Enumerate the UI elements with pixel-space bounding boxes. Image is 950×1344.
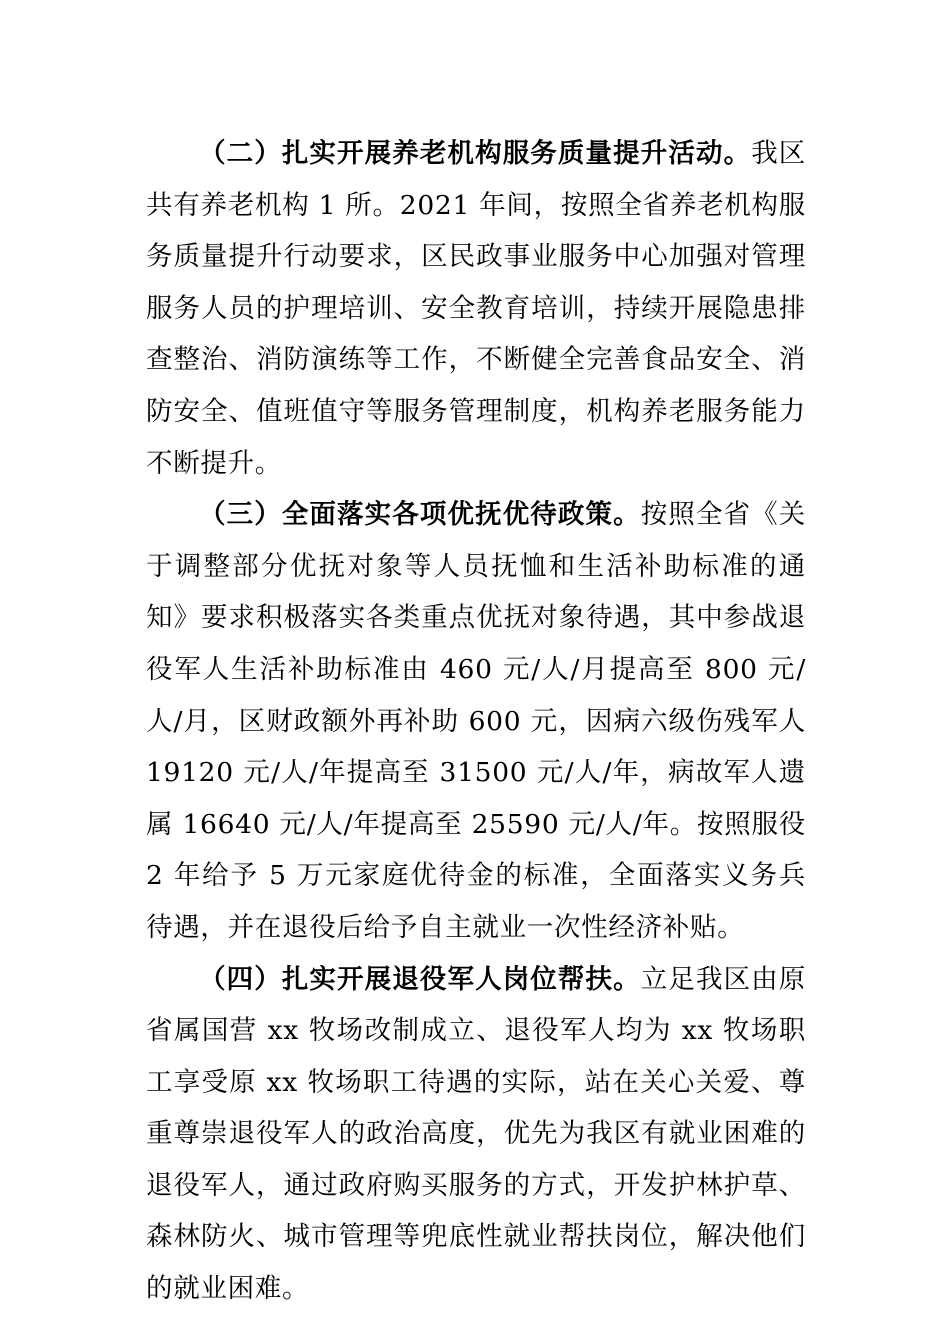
paragraph-heading: （三）全面落实各项优抚优待政策。 xyxy=(199,499,641,531)
paragraph-heading: （二）扎实开展养老机构服务质量提升活动。 xyxy=(199,138,752,169)
paragraph-heading: （四）扎实开展退役军人岗位帮扶。 xyxy=(199,963,641,995)
paragraph-preferential-policies xyxy=(146,489,806,953)
paragraph-text: 按照全省《关于调整部分优抚对象等人员抚恤和生活补助标准的通知》要求积极落实各类重点优抚对象待遇，其中参战退役军人生活补助标准由 460 元/人/月提高至 800 元/人/月，区财政额外再补助 600 元，因病六级伤残军人 19120 元/人/年提高至 31500 元/人/年，病故军人遗属 16640 元/人/年提高至 25590 元/人/年。按照服役 2 年给予 5 万元家庭优待金的标准，全面落实义务兵待遇，并在退役后给予自主就业一次性经济补贴。 xyxy=(146,499,806,943)
paragraph-text: 我区共有养老机构 1 所。2021 年间，按照全省养老机构服务质量提升行动要求，区民政事业服务中心加强对管理服务人员的护理培训、安全教育培训，持续开展隐患排查整治、消防演练等工作，不断健全完善食品安全、消防安全、值班值守等服务管理制度，机构养老服务能力不断提升。 xyxy=(146,138,806,479)
document-body xyxy=(146,128,806,1315)
paragraph-elderly-care-quality xyxy=(146,128,806,489)
paragraph-veteran-job-support xyxy=(146,954,806,1315)
paragraph-text: 立足我区由原省属国营 xx 牧场改制成立、退役军人均为 xx 牧场职工享受原 xx 牧场职工待遇的实际，站在关心关爱、尊重尊崇退役军人的政治高度，优先为我区有就业困难的退役军人，通过政府购买服务的方式，开发护林护草、森林防火、城市管理等兜底性就业帮扶岗位，解决他们的就业困难。 xyxy=(146,963,806,1305)
